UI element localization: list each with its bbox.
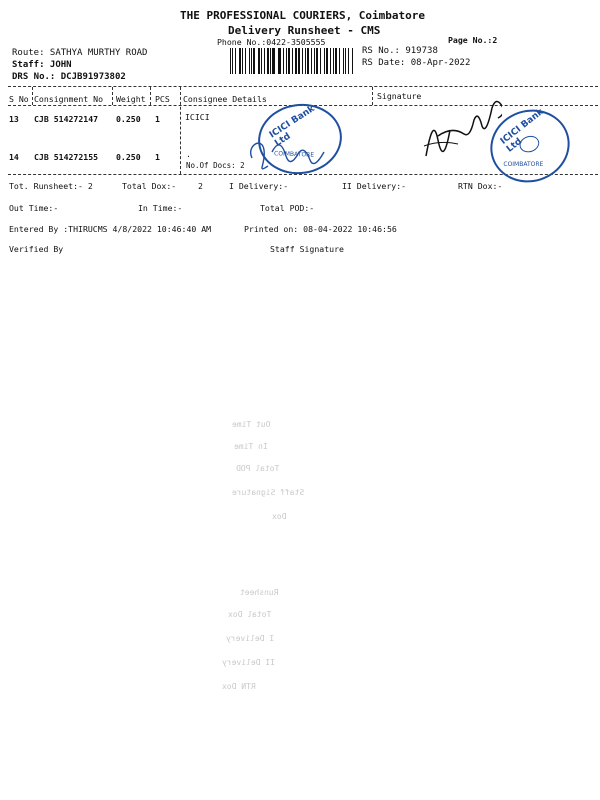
out-time: Out Time:- (9, 203, 59, 213)
barcode (230, 48, 354, 74)
row-pcs: 1 (155, 152, 160, 162)
phone-number: Phone No.:0422-3505555 (217, 37, 326, 47)
barcode-bar (258, 48, 260, 74)
row-consignment-no: CJB 514272147 (34, 114, 99, 124)
col-header-signature: Signature (377, 91, 422, 101)
barcode-bar (232, 48, 233, 74)
barcode-bar (305, 48, 306, 74)
barcode-bar (251, 48, 252, 74)
i-delivery: I Delivery:- (229, 181, 289, 191)
barcode-bar (245, 48, 246, 74)
row-consignee: ICICI (185, 112, 210, 122)
col-divider (372, 87, 373, 105)
stamp-city: COIMBATORE (273, 150, 315, 159)
entered-by: Entered By :THIRUCMS 4/8/2022 10:46:40 AM (9, 224, 212, 234)
col-header-pcs: PCS (155, 94, 170, 104)
barcode-bar (307, 48, 308, 74)
col-divider (180, 87, 181, 174)
bleed-through-text: Total POD (236, 464, 280, 473)
barcode-bar (253, 48, 254, 74)
barcode-bar (288, 48, 289, 74)
bleed-through-text: I Delivery (226, 634, 275, 643)
stamp-text: ICICI Bank Ltd (267, 103, 317, 149)
bleed-through-text: Staff Signature (232, 488, 305, 497)
barcode-bar (339, 48, 340, 74)
barcode-bar (270, 48, 271, 74)
signature-scribble (242, 128, 332, 176)
col-header-consignment: Consignment No (34, 94, 104, 104)
handwritten-signature (420, 90, 502, 170)
bleed-through-text: II Delivery (222, 658, 275, 667)
total-dox-value: 2 (198, 181, 203, 191)
col-divider (112, 87, 113, 105)
barcode-bar (330, 48, 331, 74)
document-subtitle: Delivery Runsheet - CMS (228, 24, 381, 37)
bleed-through-text: Runsheet (240, 588, 279, 597)
bleed-through-text: Total Dox (228, 610, 272, 619)
barcode-bar (261, 48, 262, 74)
barcode-bar (348, 48, 349, 74)
barcode-bar (235, 48, 236, 74)
bleed-through-text: Out Time (232, 420, 271, 429)
barcode-bar (292, 48, 293, 74)
row-consignee: . (186, 149, 191, 159)
row-pcs: 1 (155, 114, 160, 124)
col-divider (150, 87, 151, 105)
barcode-bar (316, 48, 318, 74)
barcode-bar (345, 48, 346, 74)
barcode-bar (272, 48, 274, 74)
barcode-bar (249, 48, 250, 74)
row-sno: 13 (9, 114, 19, 124)
route-label: Route: SATHYA MURTHY ROAD (12, 48, 148, 58)
barcode-bar (239, 48, 241, 74)
barcode-bar (230, 48, 231, 74)
barcode-bar (298, 48, 299, 74)
barcode-bar (335, 48, 337, 74)
barcode-bar (324, 48, 325, 74)
row-weight: 0.250 (116, 114, 141, 124)
total-runsheet: Tot. Runsheet:- 2 (9, 181, 93, 191)
barcode-bar (286, 48, 287, 74)
col-header-weight: Weight (116, 94, 146, 104)
row-weight: 0.250 (116, 152, 141, 162)
barcode-bar (264, 48, 265, 74)
barcode-bar (242, 48, 243, 74)
bleed-through-text: Dox (272, 512, 287, 521)
barcode-bar (302, 48, 303, 74)
stamp-text-2: ICICI Bank Ltd (498, 107, 546, 155)
drs-number: DRS No.: DCJB91973802 (12, 72, 126, 82)
company-title: THE PROFESSIONAL COURIERS, Coimbatore (180, 9, 426, 22)
rs-date: RS Date: 08-Apr-2022 (362, 58, 471, 68)
barcode-bar (343, 48, 344, 74)
printed-on: Printed on: 08-04-2022 10:46:56 (244, 224, 397, 234)
barcode-bar (283, 48, 284, 74)
page-number: Page No.:2 (448, 35, 498, 45)
barcode-bar (314, 48, 315, 74)
table-top-rule (8, 86, 598, 87)
barcode-bar (333, 48, 334, 74)
rtn-dox: RTN Dox:- (458, 181, 503, 191)
verified-by: Verified By (9, 244, 64, 254)
staff-label: Staff: JOHN (12, 60, 72, 70)
col-header-consignee: Consignee Details (183, 94, 267, 104)
barcode-bar (352, 48, 353, 74)
barcode-bar (311, 48, 312, 74)
barcode-bar (279, 48, 280, 74)
barcode-bar (267, 48, 268, 74)
stamp-city-2: COIMBATORE (503, 160, 544, 168)
in-time: In Time:- (138, 203, 183, 213)
bleed-through-text: In Time (234, 442, 268, 451)
total-dox-label: Total Dox:- (122, 181, 177, 191)
staff-signature: Staff Signature (270, 244, 344, 254)
docs-count: No.Of Docs: 2 (186, 161, 245, 170)
row-sno: 14 (9, 152, 19, 162)
col-header-sno: S No (9, 94, 29, 104)
barcode-bar (278, 48, 279, 74)
barcode-bar (320, 48, 321, 74)
total-pod: Total POD:- (260, 203, 315, 213)
barcode-bar (295, 48, 297, 74)
ii-delivery: II Delivery:- (342, 181, 407, 191)
barcode-bar (326, 48, 327, 74)
col-divider (32, 87, 33, 105)
row-consignment-no: CJB 514272155 (34, 152, 99, 162)
rs-number: RS No.: 919738 (362, 46, 438, 56)
bleed-through-text: RTN Dox (222, 682, 256, 691)
